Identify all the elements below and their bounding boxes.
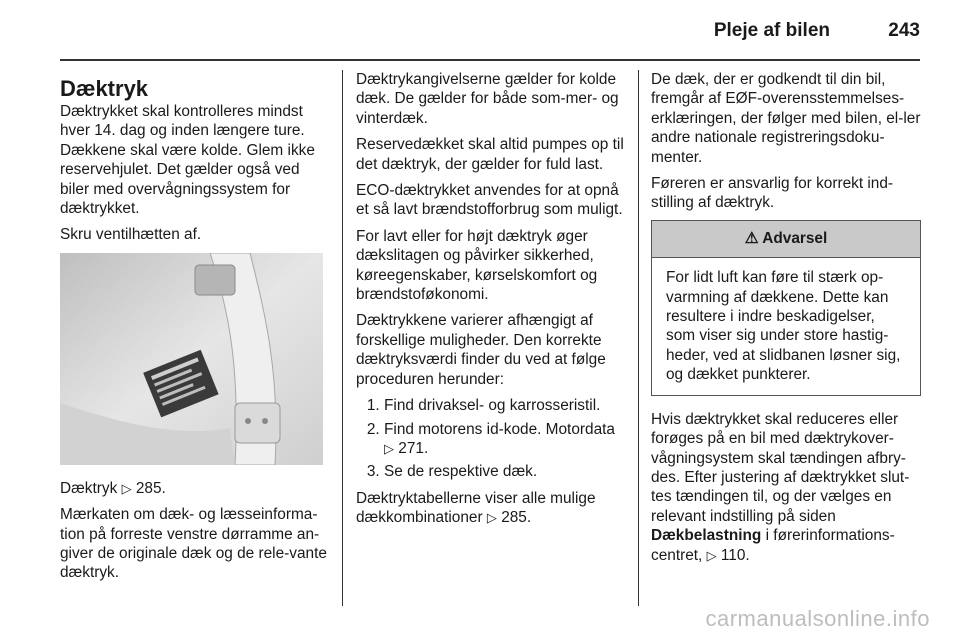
paragraph: For lavt eller for højt dæktryk øger dækslitagen og påvirker sikkerhed, køreegenskaber, kørselskomfort og brændstoføkonomi. bbox=[356, 227, 598, 304]
list-item: 3. Se de respektive dæk. bbox=[384, 462, 624, 481]
page-number: 243 bbox=[888, 20, 920, 41]
ref-page-link[interactable]: 285. bbox=[501, 509, 532, 527]
column-1 bbox=[60, 70, 328, 590]
ref-page-link[interactable]: 285. bbox=[135, 479, 166, 497]
column-2 bbox=[356, 70, 624, 535]
paragraph: De dæk, der er godkendt til din bil, fremgår af EØF-overensstemmelses-erklæringen, der følger med bilen, el-ler andre nationale registreringsdoku-menter. bbox=[651, 71, 921, 166]
warning-icon: ⚠ bbox=[744, 229, 759, 247]
paragraph: Mærkaten om dæk- og læsseinforma-tion på forreste venstre dørramme an-giver de originale dæk og de rele-vante dæktryk. bbox=[60, 506, 327, 582]
paragraph: Føreren er ansvarlig for korrekt ind-stilling af dæktryk. bbox=[651, 175, 894, 212]
menu-term: Dækbelastning bbox=[651, 527, 762, 545]
warning-header bbox=[652, 221, 920, 258]
warning-box bbox=[651, 220, 921, 396]
section-title: Pleje af bilen bbox=[713, 20, 830, 41]
page-header bbox=[0, 14, 960, 50]
page-ref-icon: ▷ bbox=[121, 480, 132, 496]
list-item bbox=[384, 420, 624, 459]
paragraph: Dæktrykket skal kontrolleres mindst hver 14. dag og inden længere ture. Dækkene skal være kolde. Glem ikke reservehjulet. Det gælder også ved biler med overvågningssystem for dæktrykket. bbox=[60, 103, 315, 218]
step-text: Find motorens id-kode. Motordata bbox=[384, 420, 615, 438]
paragraph: Skru ventilhætten af. bbox=[60, 226, 202, 244]
watermark: carmanualsonline.info bbox=[705, 606, 930, 631]
paragraph-ref bbox=[60, 479, 328, 498]
page-ref-icon: ▷ bbox=[384, 440, 394, 456]
ref-label: Dæktryk bbox=[60, 479, 118, 497]
page-ref-icon: ▷ bbox=[706, 547, 717, 563]
paragraph-text: Hvis dæktrykket skal reduceres eller forøges på en bil med dæktrykover-vågningsystem skal tændingen afbry-des. Efter justering af dæktrykket slut-tes tændingen til, og der vælges en relevant indstilling på siden bbox=[651, 410, 910, 525]
column-divider bbox=[638, 70, 639, 606]
paragraph-text: i førerinformations-centret, bbox=[651, 527, 895, 564]
paragraph: Dæktrykangivelserne gælder for kolde dæk. De gælder for både som-mer- og vinterdæk. bbox=[356, 71, 619, 127]
paragraph: Dæktrykkene varierer afhængigt af forskellige muligheder. Den korrekte dæktryksværdi finder du ved at følge proceduren herunder: bbox=[356, 312, 606, 388]
column-3 bbox=[651, 70, 921, 572]
warning-text: For lidt luft kan føre til stærk op-varmning af dækkene. Dette kan resultere i indre beskadigelser, som viser sig under store hastig-heder, ved at slidbanen løsner sig, og dækket punkterer. bbox=[666, 269, 901, 384]
paragraph: Reservedækket skal altid pumpes op til det dæktryk, der gælder for fuld last. bbox=[356, 136, 624, 173]
paragraph: ECO-dæktrykket anvendes for at opnå et så lavt brændstofforbrug som muligt. bbox=[356, 182, 623, 219]
page-ref-icon: ▷ bbox=[486, 510, 497, 526]
warning-title: Advarsel bbox=[762, 229, 828, 247]
list-item: 1. Find drivaksel- og karrosseristil. bbox=[384, 396, 624, 415]
heading-tire-pressure: Dæktryk bbox=[60, 76, 149, 101]
ref-page-link[interactable]: 271. bbox=[398, 439, 429, 457]
paragraph-ref bbox=[356, 489, 624, 528]
ref-page-link[interactable]: 110. bbox=[720, 546, 750, 564]
paragraph-ref bbox=[651, 410, 921, 565]
column-divider bbox=[342, 70, 343, 606]
paragraph-text: Dæktryktabellerne viser alle mulige dækkombinationer bbox=[356, 489, 596, 527]
header-rule bbox=[60, 59, 920, 61]
door-frame-illustration bbox=[60, 253, 323, 465]
door-frame-label-photo bbox=[60, 253, 323, 465]
procedure-list bbox=[356, 396, 624, 482]
